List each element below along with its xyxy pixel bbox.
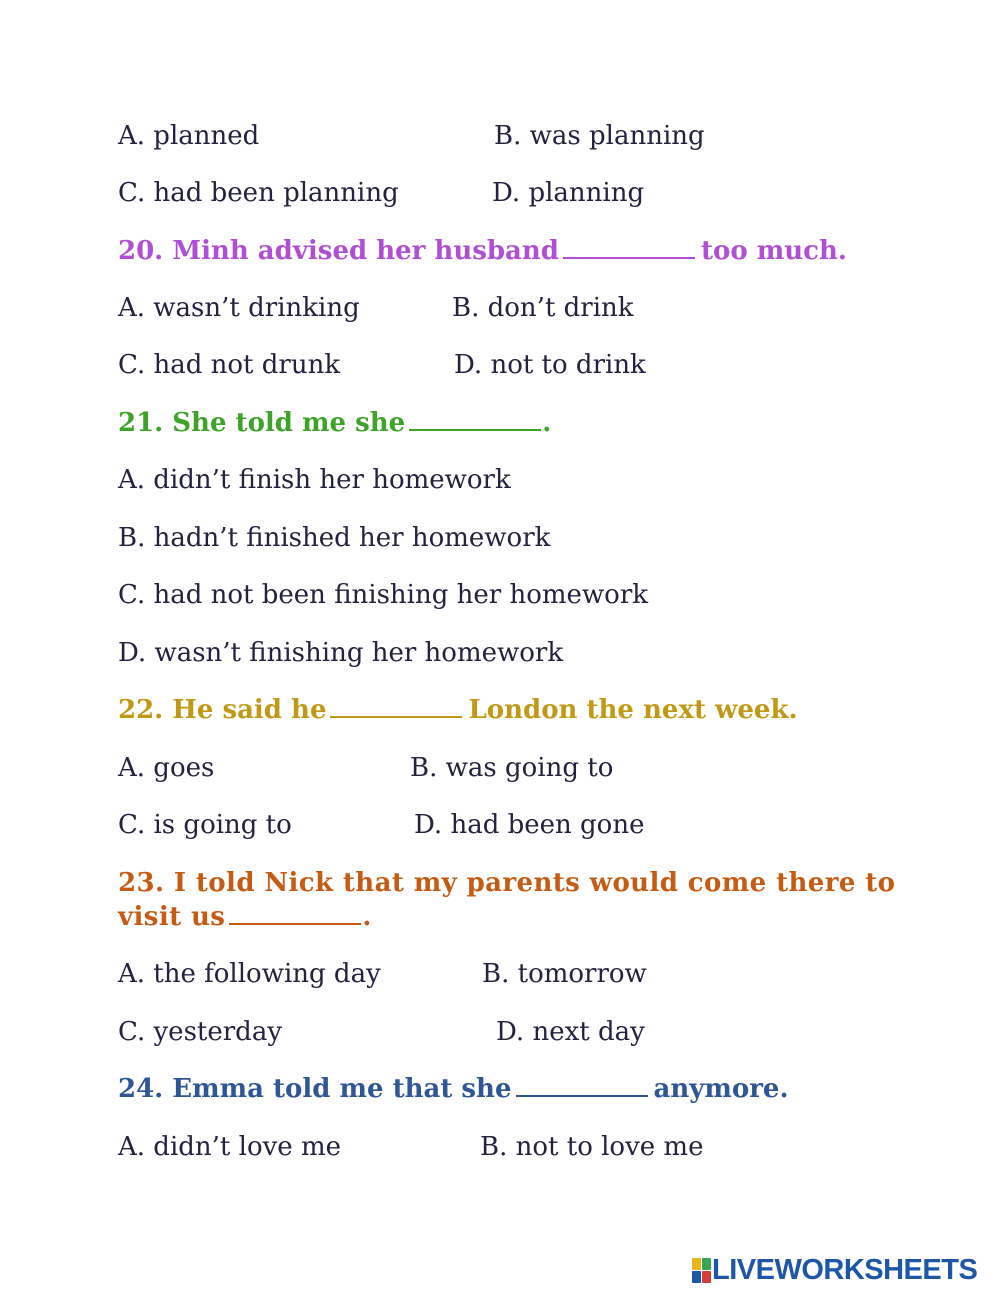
answer-blank[interactable] (229, 901, 361, 925)
question-text: 23. I told Nick that my parents would come there to visit us (118, 868, 896, 932)
logo-block (692, 1258, 701, 1270)
logo-text: LIVEWORKSHEETS (712, 1253, 978, 1286)
option-a[interactable]: A. didn’t love me (118, 1132, 341, 1162)
question-text-end: . (542, 408, 552, 438)
option-b[interactable]: B. tomorrow (482, 959, 647, 989)
option-c[interactable]: C. had been planning (118, 178, 399, 208)
liveworksheets-logo-icon (692, 1258, 710, 1282)
option-row (118, 957, 647, 991)
logo-block (702, 1271, 711, 1283)
option-a[interactable]: A. goes (118, 753, 215, 783)
option-row (118, 1015, 645, 1049)
option-row (118, 176, 645, 210)
question-23 (118, 866, 898, 934)
question-text-end: too much. (700, 236, 847, 266)
question-text-end: . (362, 902, 372, 932)
option-b[interactable]: B. not to love me (480, 1132, 704, 1162)
option-d[interactable]: D. next day (496, 1017, 645, 1047)
option-row (118, 751, 614, 785)
option-a[interactable]: A. planned (118, 121, 260, 151)
option-c[interactable]: C. yesterday (118, 1017, 283, 1047)
option-a[interactable]: A. wasn’t drinking (118, 293, 360, 323)
question-22 (118, 693, 798, 727)
option-row (118, 808, 645, 842)
logo-block (702, 1258, 711, 1270)
question-text: 21. She told me she (118, 408, 406, 438)
option-d[interactable]: D. planning (492, 178, 645, 208)
question-text-end: London the next week. (468, 695, 798, 725)
option-b[interactable]: B. don’t drink (452, 293, 634, 323)
option-d[interactable]: D. had been gone (414, 810, 645, 840)
option-d[interactable]: D. wasn’t finishing her homework (118, 638, 564, 668)
question-24 (118, 1072, 789, 1106)
option-a[interactable]: A. the following day (118, 959, 381, 989)
option-c[interactable]: C. is going to (118, 810, 292, 840)
answer-blank[interactable] (330, 694, 462, 718)
answer-blank[interactable] (563, 235, 695, 259)
option-b[interactable]: B. was planning (494, 121, 705, 151)
question-text-end: anymore. (653, 1074, 789, 1104)
question-text: 20. Minh advised her husband (118, 236, 559, 266)
question-text: 24. Emma told me that she (118, 1074, 512, 1104)
question-21 (118, 406, 551, 440)
option-c[interactable]: C. had not drunk (118, 350, 341, 380)
option-row (118, 1130, 704, 1164)
option-row (118, 348, 646, 382)
question-text: 22. He said he (118, 695, 327, 725)
option-a[interactable]: A. didn’t finish her homework (118, 465, 511, 495)
option-b[interactable]: B. was going to (410, 753, 614, 783)
liveworksheets-logo[interactable] (692, 1255, 977, 1285)
answer-blank[interactable] (516, 1073, 648, 1097)
option-c[interactable]: C. had not been finishing her homework (118, 580, 649, 610)
answer-blank[interactable] (409, 407, 541, 431)
option-d[interactable]: D. not to drink (454, 350, 646, 380)
option-row (118, 291, 634, 325)
logo-block (692, 1271, 701, 1283)
option-b[interactable]: B. hadn’t finished her homework (118, 523, 551, 553)
question-20 (118, 234, 847, 268)
option-row (118, 119, 705, 153)
